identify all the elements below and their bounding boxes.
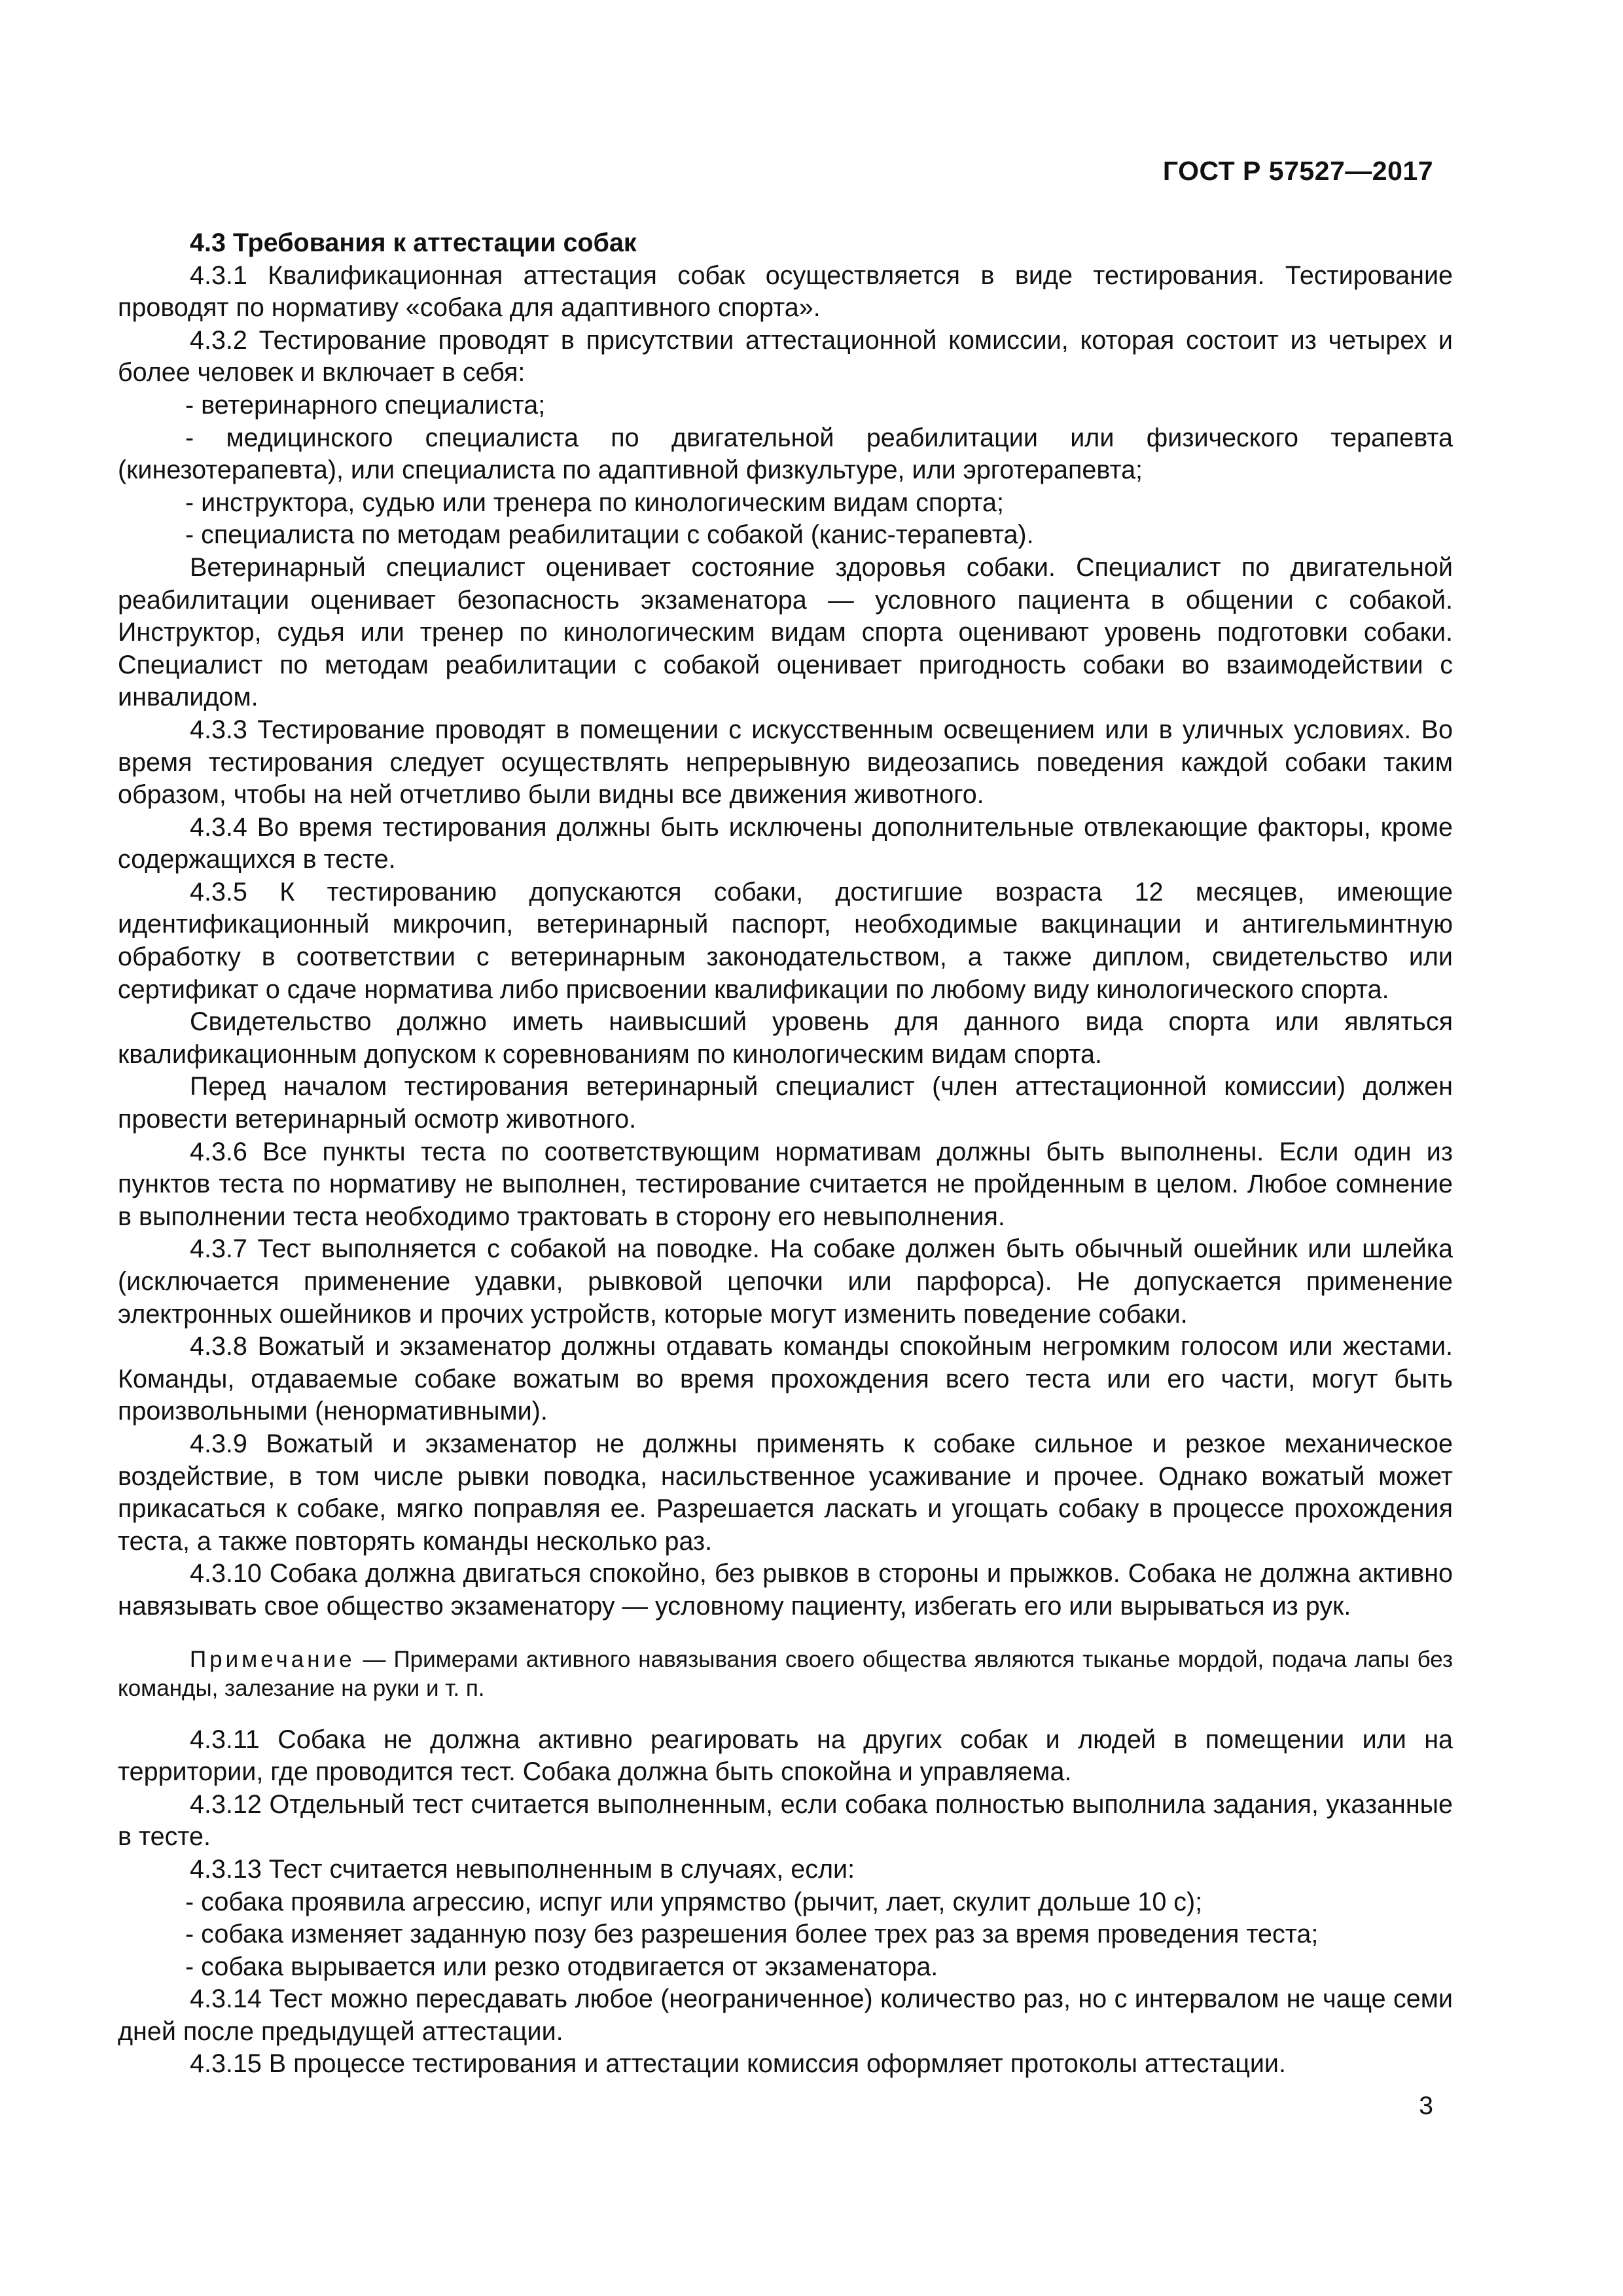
paragraph-4-3-9: 4.3.9 Вожатый и экзаменатор не должны применять к собаке сильное и резкое механическое воздействие, в том числе рывки поводка, насильственное усаживание и прочее. Однако вожатый может прикасаться к собаке, мягко поправляя ее. Разрешается ласкать и угощать собаку в процессе прохождения теста, а также повторять команды несколько раз. [118, 1429, 1453, 1556]
paragraph-4-3-15: 4.3.15 В процессе тестирования и аттестации комиссия оформляет протоколы аттестации. [190, 2049, 1286, 2079]
note [118, 1645, 1453, 1703]
paragraph-4-3-13: 4.3.13 Тест считается невыполненным в случаях, если: [190, 1854, 855, 1884]
paragraph-4-3-8: 4.3.8 Вожатый и экзаменатор должны отдавать команды спокойным негромким голосом или жестами. Команды, отдаваемые собаке вожатым во время прохождения всего теста или его части, могут быть произвольными (ненормативными). [118, 1332, 1453, 1426]
list-item: - собака изменяет заданную позу без разрешения более трех раз за время проведения теста; [185, 1920, 1319, 1949]
list-item: - ветеринарного специалиста; [185, 390, 546, 420]
paragraph-4-3-6: 4.3.6 Все пункты теста по соответствующим нормативам должны быть выполнены. Если один из пунктов теста по нормативу не выполнен, тестирование считается не пройденным в целом. Любое сомнение в выполнении теста необходимо трактовать в сторону его невыполнения. [118, 1137, 1453, 1231]
page-number: 3 [1419, 2092, 1433, 2120]
paragraph-4-3-1: 4.3.1 Квалификационная аттестация собак осуществляется в виде тестирования. Тестирование проводят по нормативу «собака для адаптивного спорта». [118, 260, 1453, 323]
paragraph-4-3-5: 4.3.5 К тестированию допускаются собаки, достигшие возраста 12 месяцев, имеющие идентификационный микрочип, ветеринарный паспорт, необходимые вакцинации и антигельминтную обработку в соответствии с ветеринарным законодательством, а также диплом, свидетельство или сертификат о сдаче норматива либо присвоении квалификации по любому виду кинологического спорта. [118, 877, 1453, 1004]
paragraph-4-3-12: 4.3.12 Отдельный тест считается выполненным, если собака полностью выполнила задания, указанные в тесте. [118, 1789, 1453, 1852]
note-label: Примечание [190, 1646, 355, 1672]
paragraph-4-3-11: 4.3.11 Собака не должна активно реагировать на других собак и людей в помещении или на территории, где проводится тест. Собака должна быть спокойна и управляема. [118, 1725, 1453, 1787]
list-item: - медицинского специалиста по двигательной реабилитации или физического терапевта (кинезотерапевта), или специалиста по адаптивной физкультуре, или эрготерапевта; [118, 423, 1453, 485]
paragraph-4-3-2-commission-roles: Ветеринарный специалист оценивает состояние здоровья собаки. Специалист по двигательной реабилитации оценивает безопасность экзаменатора — условного пациента в общении с собакой. Инструктор, судья или тренер по кинологическим видам спорта оценивают уровень подготовки собаки. Специалист по методам реабилитации с собакой оценивает пригодность собаки во взаимодействии с инвалидом. [118, 552, 1453, 712]
list-item: - собака проявила агрессию, испуг или упрямство (рычит, лает, скулит дольше 10 с); [185, 1887, 1203, 1916]
paragraph-4-3-7: 4.3.7 Тест выполняется с собакой на поводке. На собаке должен быть обычный ошейник или шлейка (исключается применение удавки, рывковой цепочки или парфорса). Не допускается применение электронных ошейников и прочих устройств, которые могут изменить поведение собаки. [118, 1234, 1453, 1329]
paragraph-4-3-2: 4.3.2 Тестирование проводят в присутствии аттестационной комиссии, которая состоит из четырех и более человек и включает в себя: [118, 325, 1453, 387]
paragraph-4-3-5-certificate: Свидетельство должно иметь наивысший уровень для данного вида спорта или являться квалификационным допуском к соревнованиям по кинологическим видам спорта. [118, 1007, 1453, 1069]
document-code-header: ГОСТ Р 57527—2017 [1162, 156, 1433, 186]
document-body [118, 227, 1453, 2081]
note-text: — Примерами активного навязывания своего общества являются тыканье мордой, подача лапы без команды, залезание на руки и т. п. [118, 1646, 1453, 1701]
paragraph-4-3-14: 4.3.14 Тест можно пересдавать любое (неограниченное) количество раз, но с интервалом не чаще семи дней после предыдущей аттестации. [118, 1984, 1453, 2046]
section-title: 4.3 Требования к аттестации собак [190, 228, 637, 257]
paragraph-4-3-3: 4.3.3 Тестирование проводят в помещении с искусственным освещением или в уличных условиях. Во время тестирования следует осуществлять непрерывную видеозапись поведения каждой собаки таким образом, чтобы на ней отчетливо были видны все движения животного. [118, 715, 1453, 810]
list-item: - собака вырывается или резко отодвигается от экзаменатора. [185, 1952, 938, 1981]
paragraph-4-3-10: 4.3.10 Собака должна двигаться спокойно, без рывков в стороны и прыжков. Собака не должна активно навязывать свое общество экзаменатору — условному пациенту, избегать его или вырываться из рук. [118, 1559, 1453, 1621]
paragraph-4-3-4: 4.3.4 Во время тестирования должны быть исключены дополнительные отвлекающие факторы, кроме содержащихся в тесте. [118, 812, 1453, 874]
list-item: - инструктора, судью или тренера по кинологическим видам спорта; [185, 488, 1004, 517]
paragraph-4-3-5-vet-check: Перед началом тестирования ветеринарный специалист (член аттестационной комиссии) должен провести ветеринарный осмотр животного. [118, 1072, 1453, 1134]
list-item: - специалиста по методам реабилитации с собакой (канис-терапевта). [185, 520, 1034, 550]
